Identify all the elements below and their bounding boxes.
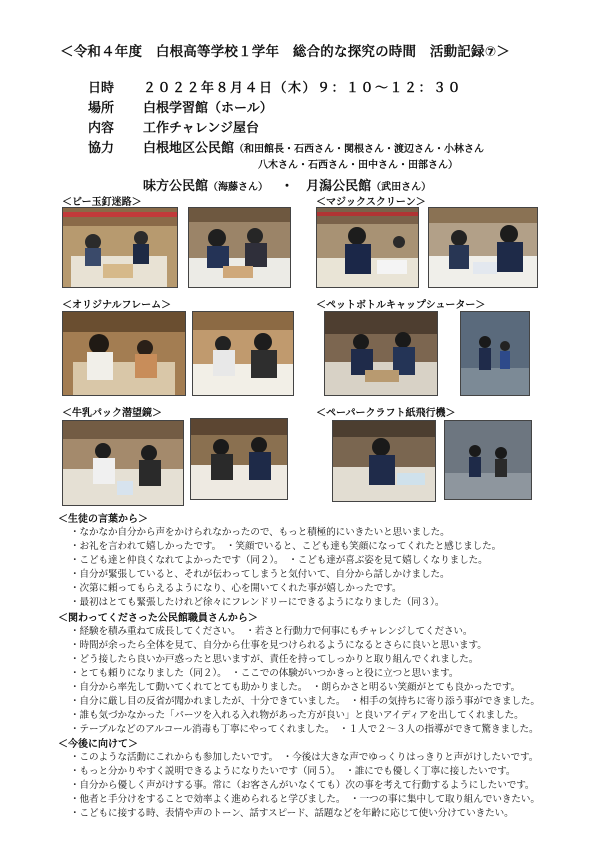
list-item: ・とても頼りになりました（同２）。 ・ここでの体験がいつかきっと役に立つと思います。 <box>70 668 459 679</box>
list-item: ・もっと分かりやすく説明できるようになりたいです（同５）。 ・誰にでも優しく丁寧に接したいです。 <box>70 766 516 777</box>
list-item: ・なかなか自分から声をかけられなかったので、もっと積極的にいきたいと思いました。 <box>70 527 450 538</box>
caption-magic-screen: ＜マジックスクリーン＞ <box>316 197 426 208</box>
caption-bottlecap-shooter: ＜ペットボトルキャップシューター＞ <box>316 300 486 311</box>
page-title: ＜令和４年度 白根高等学校１学年 総合的な探究の時間 活動記録⑦＞ <box>60 44 511 60</box>
cooperation-separator: ・ <box>280 179 294 194</box>
list-item: ・最初はとても緊張したけれど徐々にフレンドリーにできるようになりました（同３）。 <box>70 597 445 608</box>
photo-magic-screen-1 <box>316 207 419 288</box>
list-item: ・自分から率先して動いてくれてとても助かりました。 ・朗らかさと明るい笑顔がとても良かったです。 <box>70 682 521 693</box>
cooperation-org-shirone: 白根地区公民館 <box>143 141 235 156</box>
content-value: 工作チャレンジ屋台 <box>143 121 259 136</box>
section-heading-future-goals: ＜今後に向けて＞ <box>58 739 138 750</box>
cooperation-line-2 <box>258 156 458 172</box>
photo-magic-screen-2 <box>428 207 538 288</box>
photo-paper-airplane-2 <box>444 420 532 500</box>
photo-milk-carton-periscope-2 <box>190 418 288 500</box>
caption-paper-airplane: ＜ペーパークラフト紙飛行機＞ <box>316 408 456 419</box>
cooperation-org-tsukigata: 月潟公民館 <box>306 179 372 194</box>
photo-marble-maze-2 <box>188 207 291 288</box>
cooperation-label: 協力 <box>88 141 115 156</box>
date-label: 日時 <box>88 81 115 96</box>
date-value: ２０２２年８月４日（木）９：１０～１２：３０ <box>143 81 463 96</box>
cooperation-people-shirone-a: （和田館長・石西さん・関根さん・渡辺さん・小林さん <box>234 144 485 155</box>
caption-marble-maze: ＜ビー玉釘迷路＞ <box>62 197 142 208</box>
photo-marble-maze-1 <box>62 207 178 288</box>
cooperation-line-1 <box>143 137 484 156</box>
list-item: ・このような活動にこれからも参加したいです。 ・今後は大きな声でゆっくりはっきりと声がけしたいです。 <box>70 752 539 763</box>
list-item: ・自分に厳し目の反省が聞かれましたが、十分できていました。 ・相手の気持ちに寄り添う事ができました。 <box>70 696 540 707</box>
caption-original-frame: ＜オリジナルフレーム＞ <box>62 300 172 311</box>
cooperation-people-ajikata: （海藤さん） <box>208 182 269 193</box>
list-item: ・他者と手分けをすることで効率よく進められると学びました。 ・一つの事に集中して取り組んでいきたい。 <box>70 794 540 805</box>
photo-milk-carton-periscope-1 <box>62 420 184 506</box>
cooperation-org-ajikata: 味方公民館 <box>143 179 209 194</box>
content-label: 内容 <box>88 121 115 136</box>
list-item: ・自分が緊張していると、それが伝わってしまうと気付いて、自分から話しかけました。 <box>70 569 450 580</box>
list-item: ・こども達と仲良くなれてよかったです（同２）。 ・こども達が喜ぶ姿を見て嬉しくなりました。 <box>70 555 488 566</box>
photo-original-frame-1 <box>62 311 186 396</box>
cooperation-people-shirone-b: 八木さん・石西さん・田中さん・田部さん） <box>258 160 458 171</box>
cooperation-people-tsukigata: （武田さん） <box>371 182 432 193</box>
section-heading-student-voices: ＜生徒の言葉から＞ <box>58 514 148 525</box>
photo-bottlecap-shooter-1 <box>324 311 438 396</box>
list-item: ・次第に頼ってもらえるようになり、心を開いてくれた事が嬉しかったです。 <box>70 583 402 594</box>
section-heading-staff-comments: ＜関わってくださった公民館職員さんから＞ <box>58 613 258 624</box>
photo-original-frame-2 <box>192 311 294 396</box>
list-item: ・経験を積み重ねて成長してください。 ・若さと行動力で何事にもチャレンジしてください。 <box>70 626 473 637</box>
list-item: ・こどもに接する時、表情や声のトーン、話すスピード、話題などを年齢に応じて使い分けていきたい。 <box>70 808 514 819</box>
caption-milk-carton-periscope: ＜牛乳パック潜望鏡＞ <box>62 408 162 419</box>
list-item: ・自分から優しく声がけする事。常に（お客さんがいなくても）次の事を考えて行動するようにしたいです。 <box>70 780 535 791</box>
cooperation-line-3 <box>143 175 431 194</box>
list-item: ・誰も気づかなかった「パーツを入れる入れ物があった方が良い」と良いアイディアを出してくれました。 <box>70 710 524 721</box>
list-item: ・テーブルなどのアルコール消毒も丁寧にやってくれました。 ・１人で２～３人の指導ができて驚きました。 <box>70 724 539 735</box>
place-value: 白根学習館（ホール） <box>143 101 273 116</box>
photo-paper-airplane-1 <box>332 420 436 502</box>
list-item: ・お礼を言われて嬉しかったです。 ・笑顔でいると、こども達も笑顔になってくれたと感じました。 <box>70 541 502 552</box>
list-item: ・時間が余ったら全体を見て、自分から仕事を見つけられるようになるとさらに良いと思います。 <box>70 640 487 651</box>
photo-bottlecap-shooter-2 <box>460 311 530 396</box>
list-item: ・どう接したら良いか戸惑ったと思いますが、責任を持ってしっかりと取り組んでくれました。 <box>70 654 479 665</box>
place-label: 場所 <box>88 101 115 116</box>
